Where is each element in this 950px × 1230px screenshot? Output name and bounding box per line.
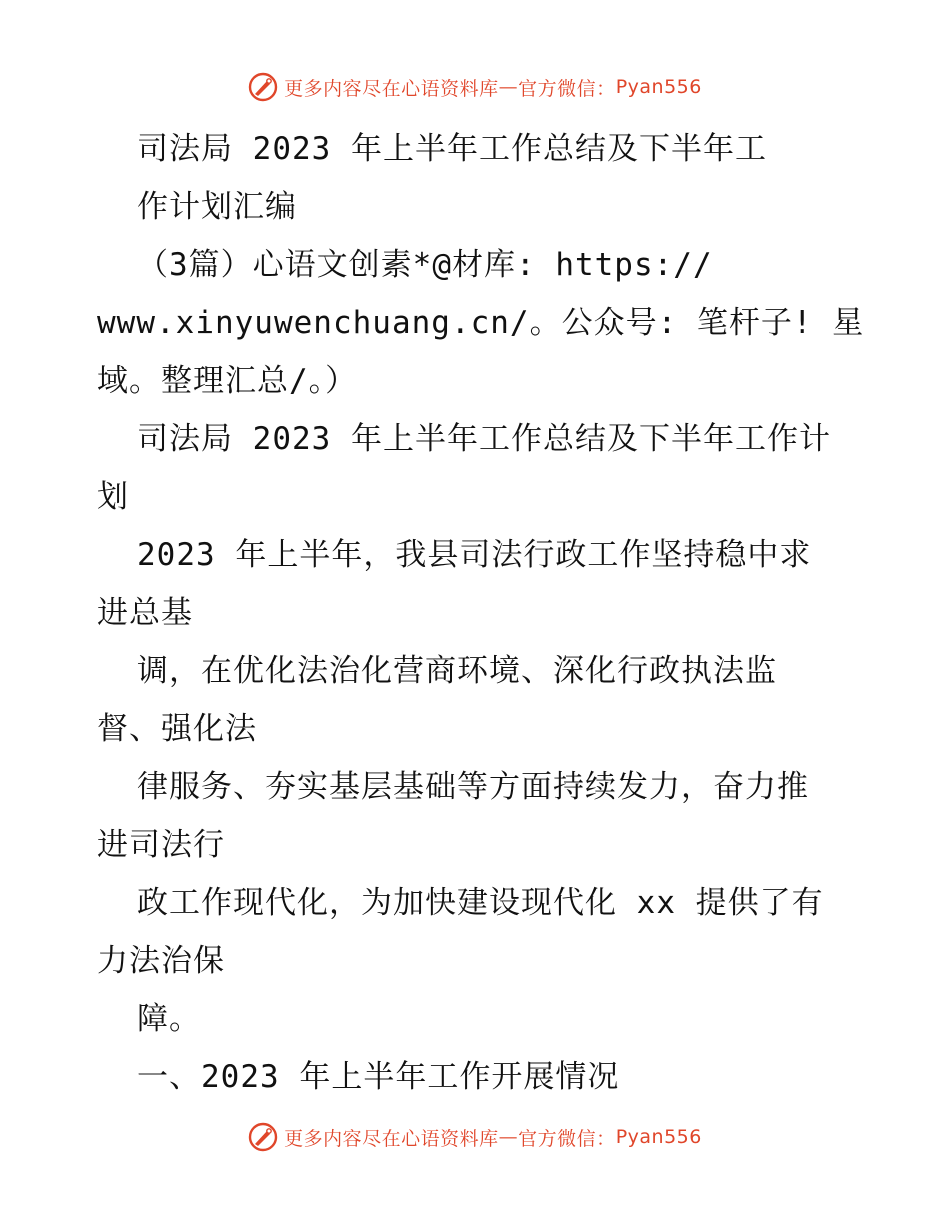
doc-line: 司法局 2023 年上半年工作总结及下半年工 bbox=[137, 131, 767, 167]
doc-line: （3篇）心语文创素*@材库: https:// bbox=[137, 247, 713, 283]
doc-line: 律服务、夯实基层基础等方面持续发力，奋力推 bbox=[137, 769, 809, 805]
footer-watermark bbox=[0, 1122, 950, 1152]
pen-logo-icon bbox=[248, 1122, 278, 1152]
doc-line: 2023 年上半年，我县司法行政工作坚持稳中求 bbox=[137, 537, 812, 573]
doc-line: 司法局 2023 年上半年工作总结及下半年工作计 bbox=[137, 421, 831, 457]
wechat-label: 官方微信： bbox=[518, 77, 616, 100]
doc-line: 作计划汇编 bbox=[137, 189, 297, 225]
doc-line: 力法治保 bbox=[97, 943, 225, 979]
doc-line: 进总基 bbox=[97, 595, 193, 631]
wechat-id: Pyan556 bbox=[615, 76, 702, 98]
doc-line: www.xinyuwenchuang.cn/。公众号: 笔杆子! 星 bbox=[97, 305, 865, 341]
document-body bbox=[97, 120, 865, 1106]
doc-line: 调，在优化法治化营商环境、深化行政执法监 bbox=[137, 653, 777, 689]
doc-line: 督、强化法 bbox=[97, 711, 257, 747]
wechat-label: 官方微信： bbox=[518, 1127, 616, 1150]
watermark-separator: — bbox=[498, 1126, 519, 1148]
doc-line: 进司法行 bbox=[97, 827, 225, 863]
watermark-text: 更多内容尽在心语资料库 bbox=[284, 77, 499, 100]
doc-line: 障。 bbox=[137, 1001, 201, 1037]
doc-line: 域。整理汇总/。） bbox=[97, 363, 358, 399]
watermark-separator: — bbox=[498, 76, 519, 98]
section-heading: 一、2023 年上半年工作开展情况 bbox=[137, 1059, 620, 1095]
wechat-id: Pyan556 bbox=[615, 1126, 702, 1148]
doc-line: 政工作现代化，为加快建设现代化 xx 提供了有 bbox=[137, 885, 824, 921]
watermark-text: 更多内容尽在心语资料库 bbox=[284, 1127, 499, 1150]
pen-logo-icon bbox=[248, 72, 278, 102]
doc-line: 划 bbox=[97, 479, 129, 515]
header-watermark bbox=[0, 72, 950, 102]
